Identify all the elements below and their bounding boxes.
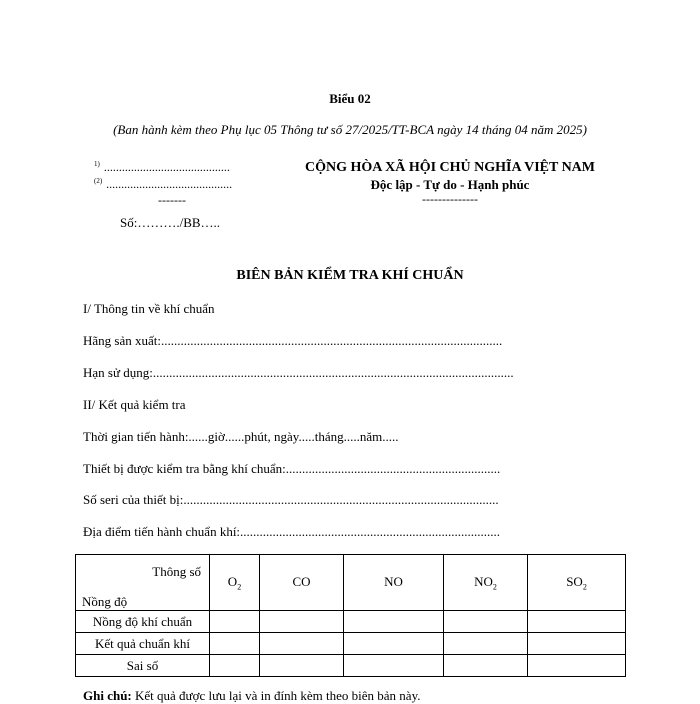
table-cell[interactable] — [444, 633, 528, 655]
note-line — [83, 688, 420, 704]
serial-field: Số seri của thiết bị:................................................................................................. — [83, 492, 499, 507]
corner-cell — [76, 555, 210, 611]
location-field: Địa điểm tiến hành chuẩn khí:................................................................................ — [83, 524, 501, 539]
table-cell[interactable] — [344, 655, 444, 677]
device-field: Thiết bị được kiểm tra bằng khí chuẩn:.................................................................. — [83, 461, 501, 476]
table-cell[interactable] — [528, 655, 626, 677]
table-cell[interactable] — [210, 611, 260, 633]
table-cell[interactable] — [528, 633, 626, 655]
manufacturer-field: Hãng sản xuất:......................................................................................................... — [83, 333, 503, 348]
footnote-marker-2: (2) — [94, 177, 103, 185]
table-cell[interactable] — [344, 611, 444, 633]
note-label: Ghi chú: — [83, 688, 132, 703]
table-row — [76, 655, 626, 677]
form-code: Biểu 02 — [329, 91, 371, 106]
motto-separator: -------------- — [422, 192, 478, 206]
expiry-field: Hạn sử dụng:............................................................................................................... — [83, 365, 514, 380]
table-header-row — [76, 555, 626, 611]
section-2-heading: II/ Kết quả kiểm tra — [83, 397, 186, 412]
row-label-calibration-result: Kết quả chuẩn khí — [76, 633, 210, 655]
org-separator: ------- — [158, 193, 186, 207]
column-header-no: NO — [344, 555, 444, 611]
nation-name: CỘNG HÒA XÃ HỘI CHỦ NGHĨA VIỆT NAM — [304, 160, 595, 175]
column-header-o2: $O_2$ — [210, 555, 260, 611]
table-cell[interactable] — [260, 633, 344, 655]
org-line-2-dots: .......................................... — [106, 177, 233, 191]
row-label-standard-concentration: Nồng độ khí chuẩn — [76, 611, 210, 633]
section-1-heading: I/ Thông tin về khí chuẩn — [83, 301, 215, 316]
table-cell[interactable] — [260, 655, 344, 677]
issued-note: (Ban hành kèm theo Phụ lục 05 Thông tư số 27/2025/TT-BCA ngày 14 tháng 04 năm 2025) — [113, 122, 587, 137]
footnote-marker-1: 1) — [94, 160, 100, 168]
org-line-2 — [94, 177, 232, 192]
gas-results-table — [75, 554, 626, 677]
table-cell[interactable] — [444, 611, 528, 633]
table-row — [76, 611, 626, 633]
row-label-error: Sai số — [76, 655, 210, 677]
table-row — [76, 633, 626, 655]
table-cell[interactable] — [260, 611, 344, 633]
column-header-co: CO — [260, 555, 344, 611]
table-cell[interactable] — [210, 633, 260, 655]
document-number: Số:………./BB….. — [120, 215, 221, 230]
time-field: Thời gian tiến hành:......giờ......phút, ngày.....tháng.....năm..... — [83, 429, 399, 444]
org-line-1-dots: .......................................... — [103, 160, 230, 174]
national-motto: Độc lập - Tự do - Hạnh phúc — [370, 177, 530, 192]
table-cell[interactable] — [344, 633, 444, 655]
document-title: BIÊN BẢN KIỂM TRA KHÍ CHUẨN — [236, 268, 464, 283]
column-header-so2: $SO_2$ — [528, 555, 626, 611]
column-header-no2: $NO_2$ — [444, 555, 528, 611]
org-line-1 — [94, 160, 230, 175]
table-cell[interactable] — [444, 655, 528, 677]
table-cell[interactable] — [528, 611, 626, 633]
parameter-label: Thông số — [152, 564, 201, 579]
concentration-label: Nồng độ — [82, 594, 128, 609]
table-cell[interactable] — [210, 655, 260, 677]
note-text: Kết quả được lưu lại và in đính kèm theo biên bản này. — [131, 688, 421, 703]
